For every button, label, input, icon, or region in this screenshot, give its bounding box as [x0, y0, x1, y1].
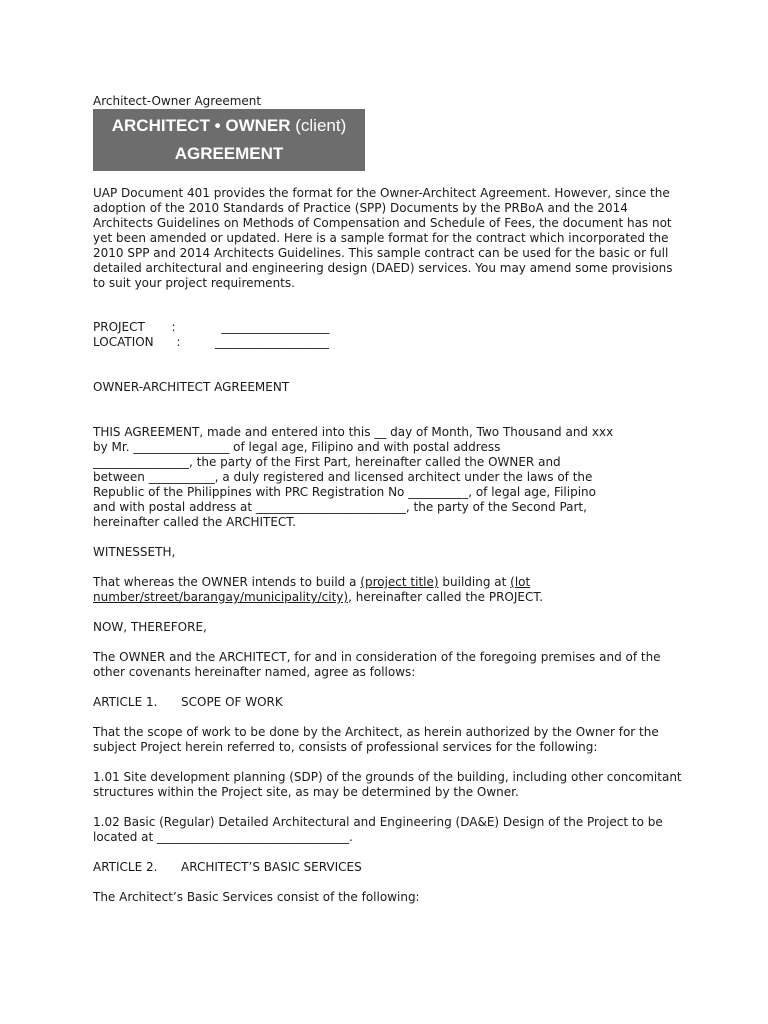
agreement-line: ________________, the party of the First Part, hereinafter called the OWNER and [93, 455, 561, 469]
lot-placeholder-part2: number/street/barangay/municipality/city) [93, 590, 349, 604]
article-1-heading [93, 695, 683, 710]
basic-services-paragraph: The Architect’s Basic Services consist of the following: [93, 890, 420, 904]
whereas-paragraph [93, 575, 683, 605]
clause-1-02: 1.02 Basic (Regular) Detailed Architectural and Engineering (DA&E) Design of the Project to be located at ________________________________. [93, 815, 663, 844]
section-title: OWNER-ARCHITECT AGREEMENT [93, 380, 290, 394]
clause-1-01: 1.01 Site development planning (SDP) of the grounds of the building, including other concomitant structures within the Project site, as may be determined by the Owner. [93, 770, 682, 799]
article-1-number: ARTICLE 1. [93, 695, 158, 709]
location-field: LOCATION : ___________________ [93, 335, 329, 349]
whereas-text-post: , hereinafter called the PROJECT. [348, 590, 544, 604]
project-field: PROJECT : __________________ [93, 320, 330, 334]
agreement-line: hereinafter called the ARCHITECT. [93, 515, 297, 529]
covenants-paragraph: The OWNER and the ARCHITECT, for and in consideration of the foregoing premises and of the other covenants hereinafter named, agree as follows: [93, 650, 661, 679]
agreement-line: and with postal address at _________________________, the party of the Second Part, [93, 500, 587, 514]
agreement-line: THIS AGREEMENT, made and entered into this __ day of Month, Two Thousand and xxx [93, 425, 614, 439]
intro-paragraph: UAP Document 401 provides the format for the Owner-Architect Agreement. However, since the adoption of the 2010 Standards of Practice (SPP) Documents by the PRBoA and the 2014 Architects Guidelines on Methods of Compensation and Schedule of Fees, the document has not yet been amended or updated. Here is a sample format for the contract which incorporated the 2010 SPP and 2014 Architects Guidelines. This sample contract can be used for the basic or full detailed architectural and engineering design (DAED) services. You may amend some provisions to suit your project requirements. [93, 186, 673, 290]
article-2-heading [93, 860, 683, 875]
witnesseth-heading: WITNESSETH, [93, 545, 176, 559]
banner-line-2: AGREEMENT [174, 144, 284, 163]
agreement-paragraph [93, 425, 683, 530]
article-1-title: SCOPE OF WORK [181, 695, 283, 709]
banner-bold-text: ARCHITECT • OWNER [111, 116, 291, 135]
whereas-text-pre: That whereas the OWNER intends to build a [93, 575, 361, 589]
agreement-line: between ___________, a duly registered and licensed architect under the laws of the [93, 470, 593, 484]
agreement-line: by Mr. ________________ of legal age, Filipino and with postal address [93, 440, 501, 454]
lot-placeholder-part1: (lot [510, 575, 531, 589]
banner-light-text: (client) [290, 116, 347, 135]
title-banner [93, 109, 365, 171]
scope-paragraph: That the scope of work to be done by the Architect, as herein authorized by the Owner for the subject Project herein referred to, consists of professional services for the following: [93, 725, 659, 754]
document-page [93, 94, 683, 905]
now-therefore-heading: NOW, THEREFORE, [93, 620, 207, 634]
project-fields [93, 320, 683, 350]
banner-line-1 [93, 115, 365, 137]
article-2-title: ARCHITECT’S BASIC SERVICES [181, 860, 362, 874]
whereas-text-mid: building at [438, 575, 511, 589]
article-2-number: ARTICLE 2. [93, 860, 158, 874]
document-header-title: Architect-Owner Agreement [93, 94, 262, 108]
project-title-placeholder: (project title) [360, 575, 439, 589]
agreement-line: Republic of the Philippines with PRC Registration No __________, of legal age, Filipino [93, 485, 596, 499]
